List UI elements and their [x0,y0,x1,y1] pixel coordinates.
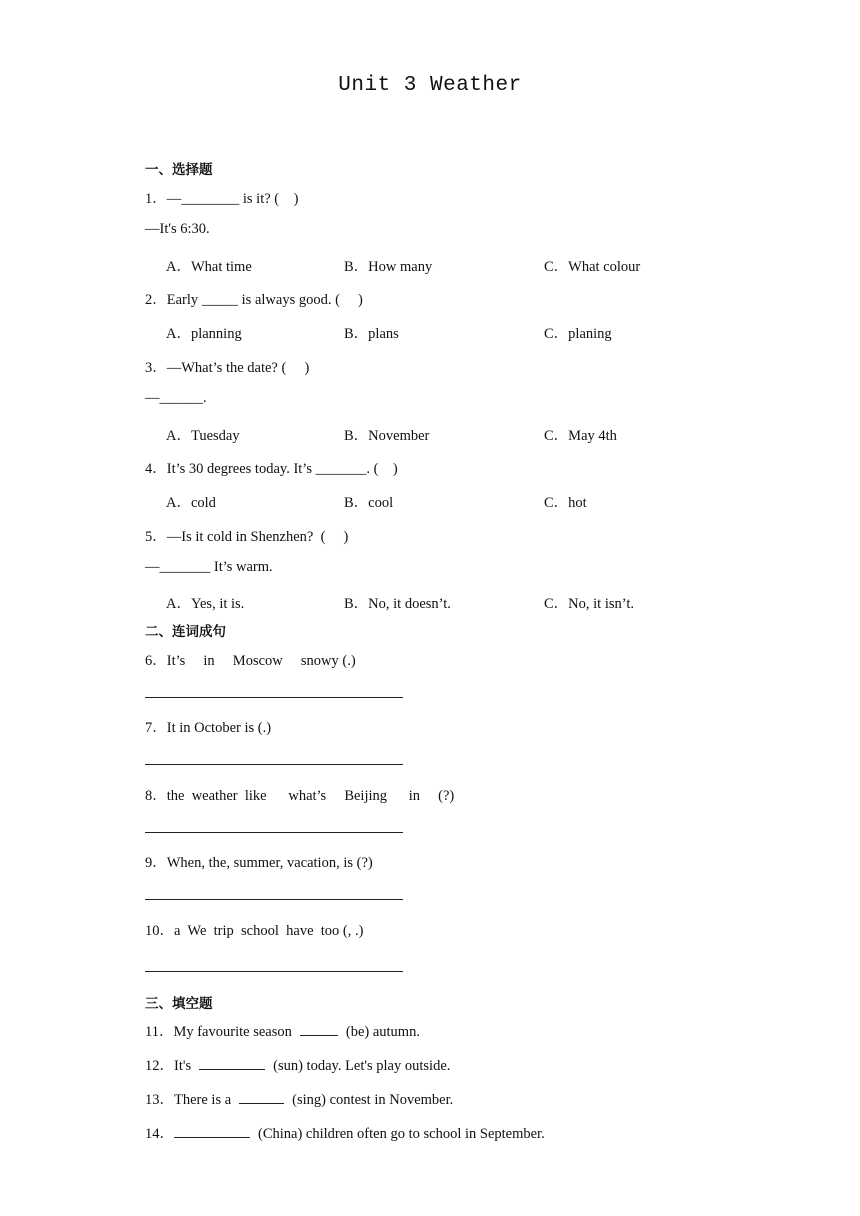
question-5-option-a[interactable]: A．Yes, it is. [166,596,245,612]
question-11-blank[interactable] [300,1023,338,1036]
question-4-option-c[interactable]: C．hot [544,495,587,511]
question-1-option-b[interactable]: B．How many [344,259,433,275]
question-11-suffix: (be) autumn. [345,1024,420,1040]
question-7-words: 7．It in October is (.) [145,720,272,736]
question-14 [145,1122,545,1143]
question-1-stem: 1．—________ is it? ( ) [145,191,299,207]
question-4-option-b[interactable]: B．cool [344,495,394,511]
question-6-answer-line[interactable] [145,697,403,698]
question-3-option-a[interactable]: A．Tuesday [166,428,240,444]
question-6-words: 6．It’s in Moscow snowy (.) [145,653,356,669]
question-12-prefix: 12．It's [145,1058,192,1074]
question-2-stem: 2．Early _____ is always good. ( ) [145,292,363,308]
question-2-option-c[interactable]: C．planing [544,326,612,342]
question-11-prefix: 11．My favourite season [145,1024,292,1040]
question-10-words: 10．a We trip school have too (, .) [145,923,364,939]
question-3-reply: —______. [145,390,207,406]
question-3-stem: 3．—What’s the date? ( ) [145,360,310,376]
question-13-suffix: (sing) contest in November. [292,1092,454,1108]
question-13-prefix: 13．There is a [145,1092,232,1108]
question-13 [145,1088,453,1109]
section-heading-fill: 三、填空题 [145,996,213,1012]
section-heading-choice: 一、选择题 [145,162,213,178]
question-3-option-b[interactable]: B．November [344,428,430,444]
question-5-option-b[interactable]: B．No, it doesn’t. [344,596,451,612]
question-2-option-b[interactable]: B．plans [344,326,399,342]
question-12-blank[interactable] [199,1057,265,1070]
question-5-stem: 5．—Is it cold in Shenzhen? ( ) [145,529,349,545]
question-2-option-a[interactable]: A．planning [166,326,242,342]
question-12-suffix: (sun) today. Let's play outside. [273,1058,451,1074]
question-11 [145,1020,420,1041]
question-8-answer-line[interactable] [145,832,403,833]
question-1-option-a[interactable]: A．What time [166,259,252,275]
question-1-option-c[interactable]: C．What colour [544,259,641,275]
question-3-option-c[interactable]: C．May 4th [544,428,617,444]
page-title: Unit 3 Weather [338,74,522,97]
question-13-blank[interactable] [239,1091,284,1104]
question-14-blank[interactable] [174,1125,250,1138]
question-8-words: 8．the weather like what’s Beijing in (?) [145,788,455,804]
question-1-reply: —It's 6:30. [145,221,210,237]
question-14-prefix: 14． [145,1126,174,1142]
question-14-suffix: (China) children often go to school in September. [258,1126,545,1142]
question-7-answer-line[interactable] [145,764,403,765]
question-12 [145,1054,450,1075]
question-10-answer-line[interactable] [145,971,403,972]
section-heading-sentence: 二、连词成句 [145,624,226,640]
question-5-reply: —_______ It’s warm. [145,559,273,575]
question-4-stem: 4．It’s 30 degrees today. It’s _______. ( ) [145,461,398,477]
question-9-answer-line[interactable] [145,899,403,900]
question-5-option-c[interactable]: C．No, it isn’t. [544,596,634,612]
question-9-words: 9．When, the, summer, vacation, is (?) [145,855,373,871]
question-4-option-a[interactable]: A．cold [166,495,216,511]
